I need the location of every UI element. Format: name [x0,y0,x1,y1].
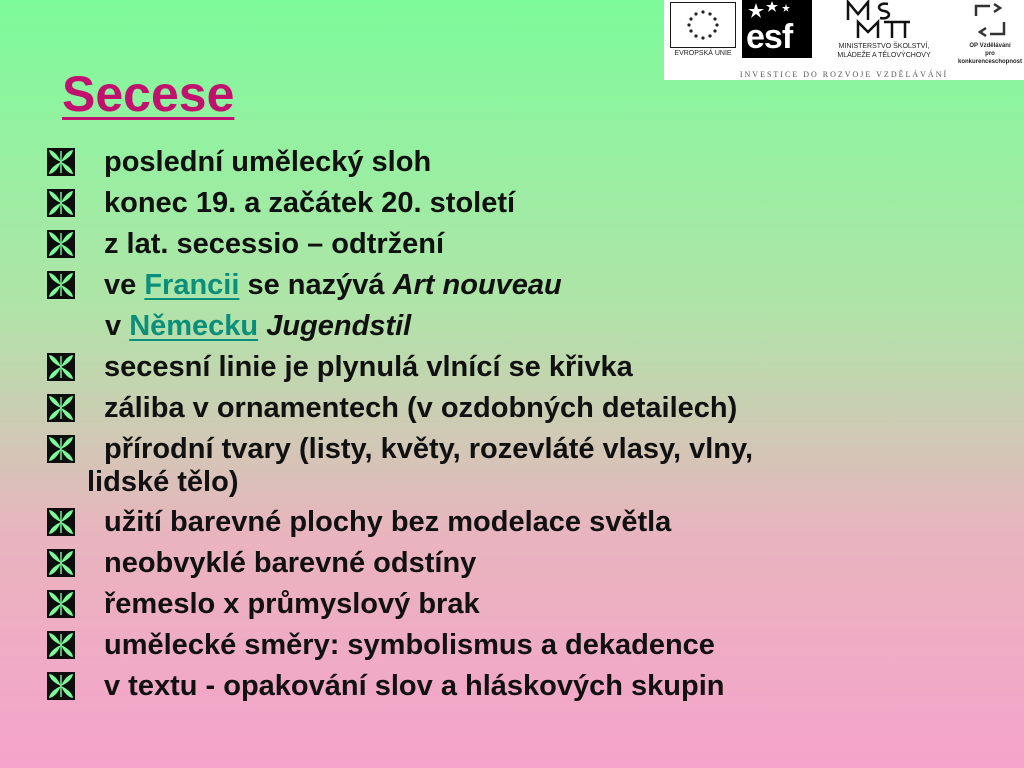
item-text: užití barevné plochy bez modelace světla [104,506,672,538]
item-text: v textu - opakování slov a hláskových skupin [104,670,725,702]
item-text: secesní linie je plynulá vlnící se křivka [104,351,633,383]
item-text: konec 19. a začátek 20. století [104,187,516,219]
item-text-middle: se nazývá [239,269,393,301]
list-item [46,433,753,465]
investice-tagline: INVESTICE DO ROZVOJE VZDĚLÁVÁNÍ [739,70,949,79]
msmt-name-line1: MINISTERSTVO ŠKOLSTVÍ, [838,43,930,50]
leaf-bullet-icon [46,671,76,701]
leaf-bullet-icon [46,630,76,660]
leaf-bullet-icon [46,393,76,423]
list-item [46,588,480,620]
item-text: záliba v ornamentech (v ozdobných detailech) [104,392,738,424]
list-item-continuation [87,466,239,498]
item-text: poslední umělecký sloh [104,146,432,178]
msmt-name-line2: MLÁDEŽE A TĚLOVÝCHOVY [837,52,931,59]
eu-label: EVROPSKÁ UNIE [674,50,732,57]
item-text-prefix: ve [104,269,145,301]
op-name-line2: pro konkurenceschopnost [957,51,1022,65]
list-item [46,187,515,219]
leaf-bullet-icon [46,352,76,382]
list-item [46,269,562,301]
op-name-line1: OP Vzdělávání [969,43,1011,49]
list-item [46,547,476,579]
leaf-bullet-icon [46,548,76,578]
item-text: řemeslo x průmyslový brak [104,588,480,620]
leaf-bullet-icon [46,507,76,537]
list-item [46,670,724,702]
item-text-prefix: v [105,310,130,342]
leaf-bullet-icon [46,589,76,619]
list-item [46,506,671,538]
item-text-continuation: lidské tělo) [87,466,239,498]
leaf-bullet-icon [46,147,76,177]
leaf-bullet-icon [46,434,76,464]
country-link[interactable]: Francii [144,269,240,301]
item-text: přírodní tvary (listy, květy, rozevláté vlasy, vlny, [104,433,754,465]
list-item [46,392,737,424]
item-text: neobvyklé barevné odstíny [104,547,477,579]
list-item [46,146,431,178]
list-item [46,629,715,661]
style-name-italic: Jugendstil [266,310,412,342]
esf-label: esf [746,18,793,56]
item-text-middle [258,310,266,342]
item-text: umělecké směry: symbolismus a dekadence [104,629,715,661]
list-item [46,228,444,260]
leaf-bullet-icon [46,270,76,300]
country-link[interactable]: Německu [129,310,259,342]
list-item [46,351,633,383]
slide-title: Secese [62,66,235,122]
style-name-italic: Art nouveau [392,269,562,301]
item-text: z lat. secessio – odtržení [104,228,445,260]
list-subitem [105,310,411,342]
leaf-bullet-icon [46,229,76,259]
leaf-bullet-icon [46,188,76,218]
